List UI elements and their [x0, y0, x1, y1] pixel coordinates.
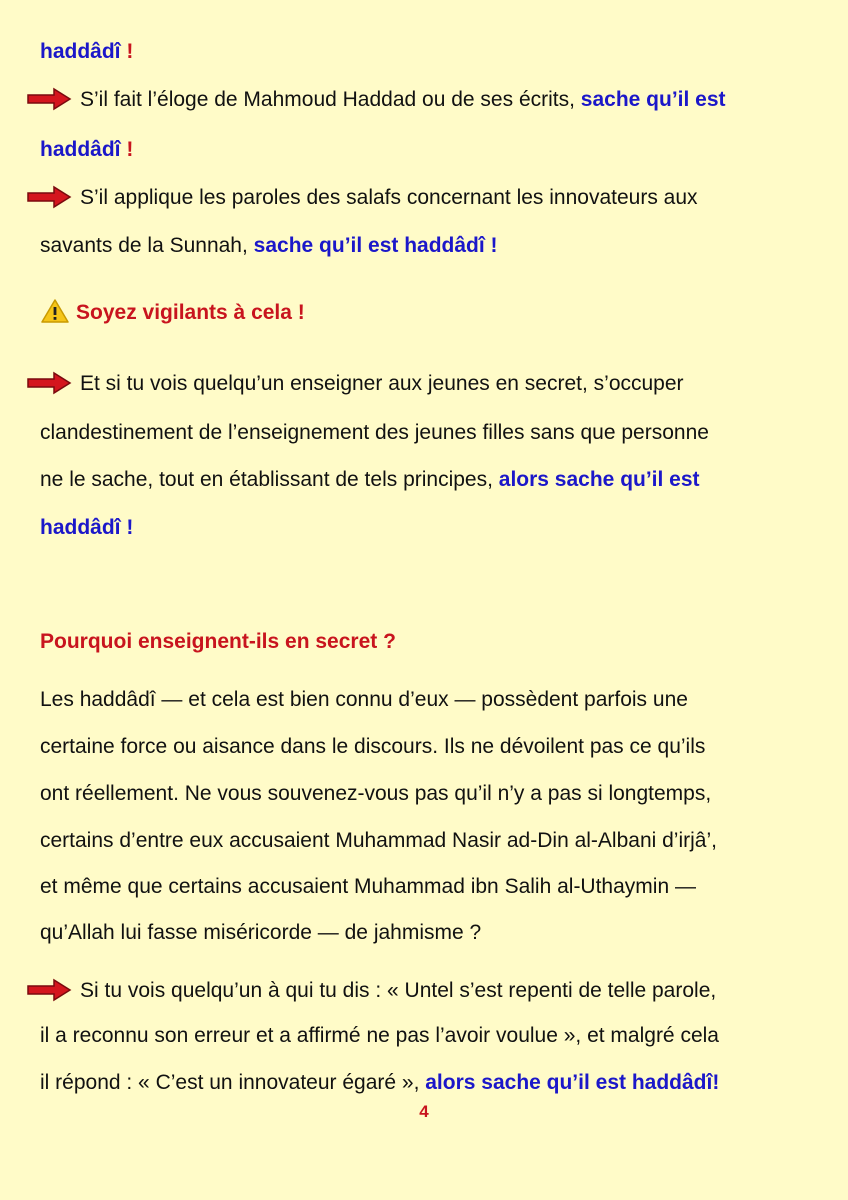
red-arrow-icon	[26, 185, 72, 209]
paragraph-line	[40, 514, 812, 542]
paragraph-line: et même que certains accusaient Muhammad ibn Salih al-Uthaymin —	[40, 875, 696, 898]
page-number: 4	[419, 1102, 429, 1121]
paragraph-text: Et si tu vois quelqu’un enseigner aux jeunes en secret, s’occuper	[80, 372, 684, 395]
paragraph-text: il a reconnu son erreur et a affirmé ne pas l’avoir voulue », et malgré cela	[40, 1024, 719, 1047]
paragraph-text: il répond : « C’est un innovateur égaré »,	[40, 1071, 426, 1094]
paragraph-text: S’il fait l’éloge de Mahmoud Haddad ou de ses écrits,	[80, 88, 581, 111]
warning-text: Soyez vigilants à cela !	[76, 301, 305, 324]
emphasis-blue: alors sache qu’il est	[498, 468, 700, 491]
warning-line	[40, 298, 812, 327]
warning-icon	[40, 298, 70, 324]
paragraph-text: S’il applique les paroles des salafs concernant les innovateurs aux	[80, 186, 698, 209]
red-arrow-icon	[26, 87, 72, 111]
emphasis-red: !	[120, 138, 134, 161]
paragraph-line	[40, 232, 812, 260]
paragraph-line	[40, 419, 812, 447]
paragraph-line	[40, 136, 812, 164]
paragraph-line: Les haddâdî — et cela est bien connu d’eux — possèdent parfois une	[40, 688, 688, 711]
paragraph-line	[40, 370, 812, 398]
paragraph-line	[40, 184, 812, 212]
paragraph-line: ont réellement. Ne vous souvenez-vous pas qu’il n’y a pas si longtemps,	[40, 782, 712, 805]
paragraph-line	[40, 1069, 812, 1097]
paragraph-line	[40, 466, 812, 494]
paragraph-text: clandestinement de l’enseignement des jeunes filles sans que personne	[40, 421, 709, 444]
section-heading: Pourquoi enseignent-ils en secret ?	[40, 630, 396, 653]
paragraph-line	[40, 38, 812, 66]
emphasis-blue: haddâdî	[40, 40, 121, 63]
paragraph-line: certaine force ou aisance dans le discours. Ils ne dévoilent pas ce qu’ils	[40, 735, 706, 758]
paragraph-line	[40, 1022, 812, 1050]
paragraph-text: ne le sache, tout en établissant de tels principes,	[40, 468, 499, 491]
red-arrow-icon	[26, 978, 72, 1002]
emphasis-blue: alors sache qu’il est haddâdî!	[425, 1071, 720, 1094]
emphasis-red: !	[120, 40, 134, 63]
paragraph-line: qu’Allah lui fasse miséricorde — de jahmisme ?	[40, 921, 482, 944]
emphasis-blue: sache qu’il est haddâdî !	[253, 234, 498, 257]
emphasis-blue: haddâdî	[40, 138, 121, 161]
red-arrow-icon	[26, 371, 72, 395]
paragraph-text: savants de la Sunnah,	[40, 234, 254, 257]
paragraph-line	[40, 86, 812, 114]
paragraph-text: Si tu vois quelqu’un à qui tu dis : « Untel s’est repenti de telle parole,	[80, 979, 717, 1002]
paragraph-line: certains d’entre eux accusaient Muhammad Nasir ad-Din al-Albani d’irjâ’,	[40, 829, 717, 852]
paragraph-line	[40, 977, 812, 1005]
emphasis-blue: haddâdî !	[40, 516, 134, 539]
emphasis-blue: sache qu’il est	[580, 88, 726, 111]
